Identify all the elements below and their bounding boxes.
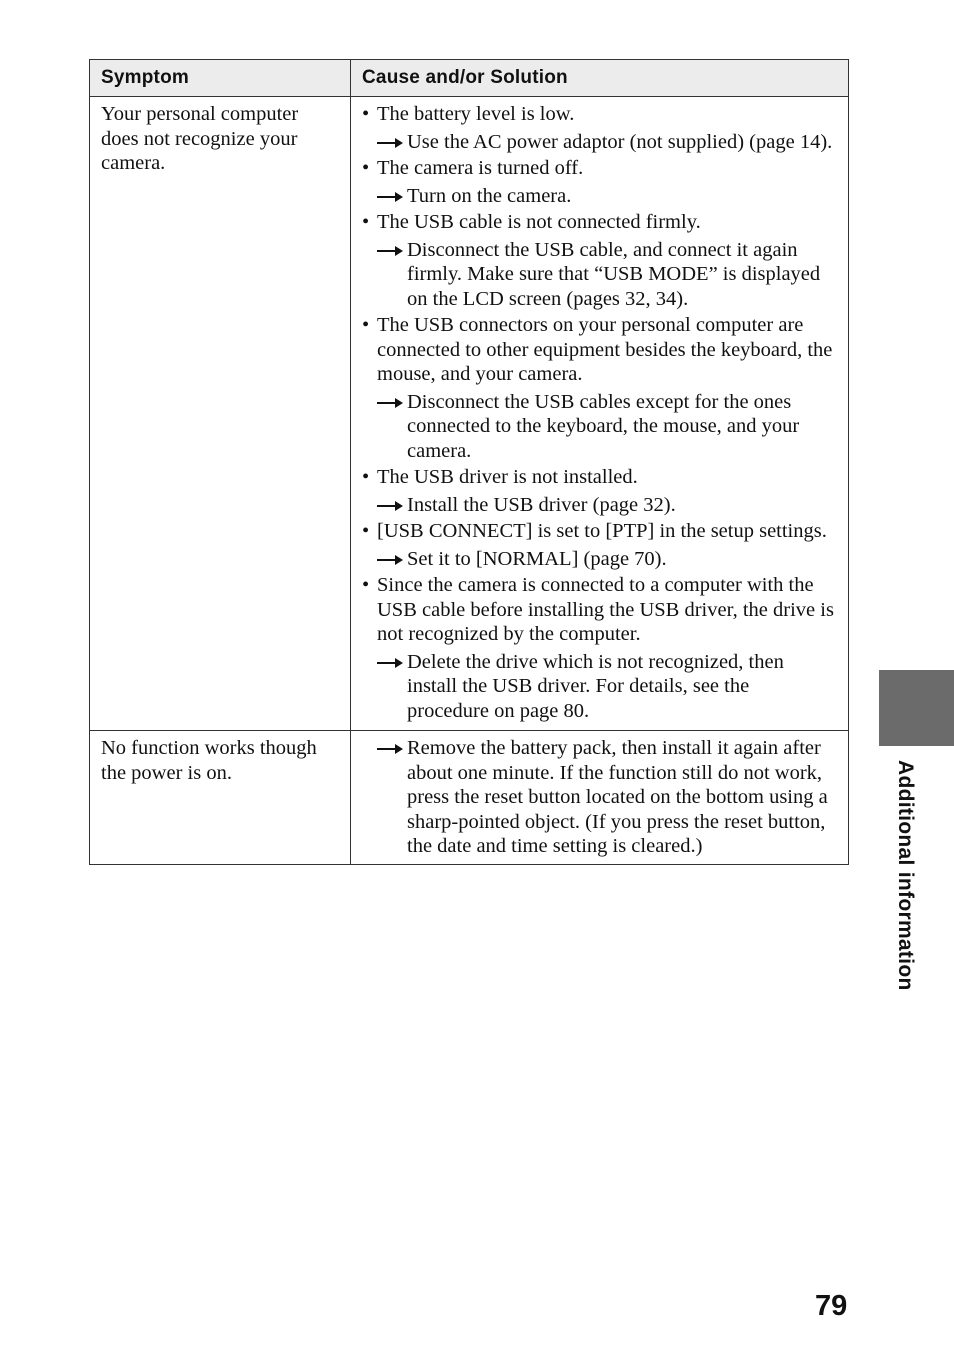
- bullet-icon: •: [362, 103, 370, 125]
- cause-item: [361, 573, 834, 723]
- cause-column-header: Cause and/or Solution: [351, 60, 849, 97]
- cause-list: [361, 102, 834, 723]
- right-arrow-icon: [377, 402, 401, 404]
- bullet-icon: •: [362, 211, 370, 233]
- solution: [361, 184, 834, 209]
- solution: [361, 493, 834, 518]
- right-arrow-icon: [377, 250, 401, 252]
- right-arrow-icon: [377, 748, 401, 750]
- cause-text: Since the camera is connected to a computer with the USB cable before installing the USB driver, the drive is not recognized by the computer.: [377, 574, 834, 645]
- solution: [361, 238, 834, 312]
- right-arrow-icon: [377, 142, 401, 144]
- solution-text: Use the AC power adaptor (not supplied) (page 14).: [407, 130, 833, 153]
- solution-text: Disconnect the USB cables except for the ones connected to the keyboard, the mouse, and your camera.: [407, 390, 800, 462]
- solution: [361, 390, 834, 464]
- cause-text: The USB connectors on your personal computer are connected to other equipment besides the keyboard, the mouse, and your camera.: [377, 314, 833, 385]
- right-arrow-icon: [377, 505, 401, 507]
- right-arrow-icon: [377, 662, 401, 664]
- solution: [361, 547, 834, 572]
- cause-item: [361, 156, 834, 208]
- cause-text: The camera is turned off.: [377, 157, 584, 179]
- table-row: [90, 97, 849, 731]
- symptom-cell: Your personal computer does not recognize your camera.: [90, 97, 351, 731]
- solution-text: Set it to [NORMAL] (page 70).: [407, 547, 667, 570]
- cause-text: The USB driver is not installed.: [377, 466, 638, 488]
- solution-text: Remove the battery pack, then install it again after about one minute. If the function still do not work, press the reset button located on the bottom using a sharp-pointed object. (If you press the reset button, the date and time setting is cleared.): [407, 737, 828, 857]
- right-arrow-icon: [377, 559, 401, 561]
- cause-item: [361, 313, 834, 463]
- solution: [361, 650, 834, 724]
- table-row: [90, 731, 849, 865]
- cause-text: The battery level is low.: [377, 103, 575, 125]
- page-number: 79: [815, 1290, 848, 1322]
- cause-text: The USB cable is not connected firmly.: [377, 211, 701, 233]
- table-header-row: [90, 60, 849, 97]
- solution-text: Install the USB driver (page 32).: [407, 493, 676, 516]
- troubleshooting-table: [89, 59, 849, 865]
- section-tab-marker: [879, 670, 954, 746]
- bullet-icon: •: [362, 466, 370, 488]
- solution-text: Disconnect the USB cable, and connect it again firmly. Make sure that “USB MODE” is displayed on the LCD screen (pages 32, 34).: [407, 238, 821, 310]
- section-label: Additional information: [894, 760, 917, 991]
- cause-cell: [351, 731, 849, 865]
- solution-text: Turn on the camera.: [407, 184, 572, 207]
- solution: [361, 736, 834, 859]
- solution: [361, 130, 834, 155]
- cause-item: [361, 210, 834, 311]
- cause-text: [USB CONNECT] is set to [PTP] in the setup settings.: [377, 520, 827, 542]
- cause-item: [361, 519, 834, 571]
- symptom-cell: No function works though the power is on.: [90, 731, 351, 865]
- right-arrow-icon: [377, 196, 401, 198]
- bullet-icon: •: [362, 574, 370, 596]
- symptom-column-header: Symptom: [90, 60, 351, 97]
- bullet-icon: •: [362, 520, 370, 542]
- cause-item: [361, 102, 834, 154]
- bullet-icon: •: [362, 314, 370, 336]
- cause-cell: [351, 97, 849, 731]
- cause-item: [361, 465, 834, 517]
- solution-text: Delete the drive which is not recognized, then install the USB driver. For details, see the procedure on page 80.: [407, 650, 784, 722]
- bullet-icon: •: [362, 157, 370, 179]
